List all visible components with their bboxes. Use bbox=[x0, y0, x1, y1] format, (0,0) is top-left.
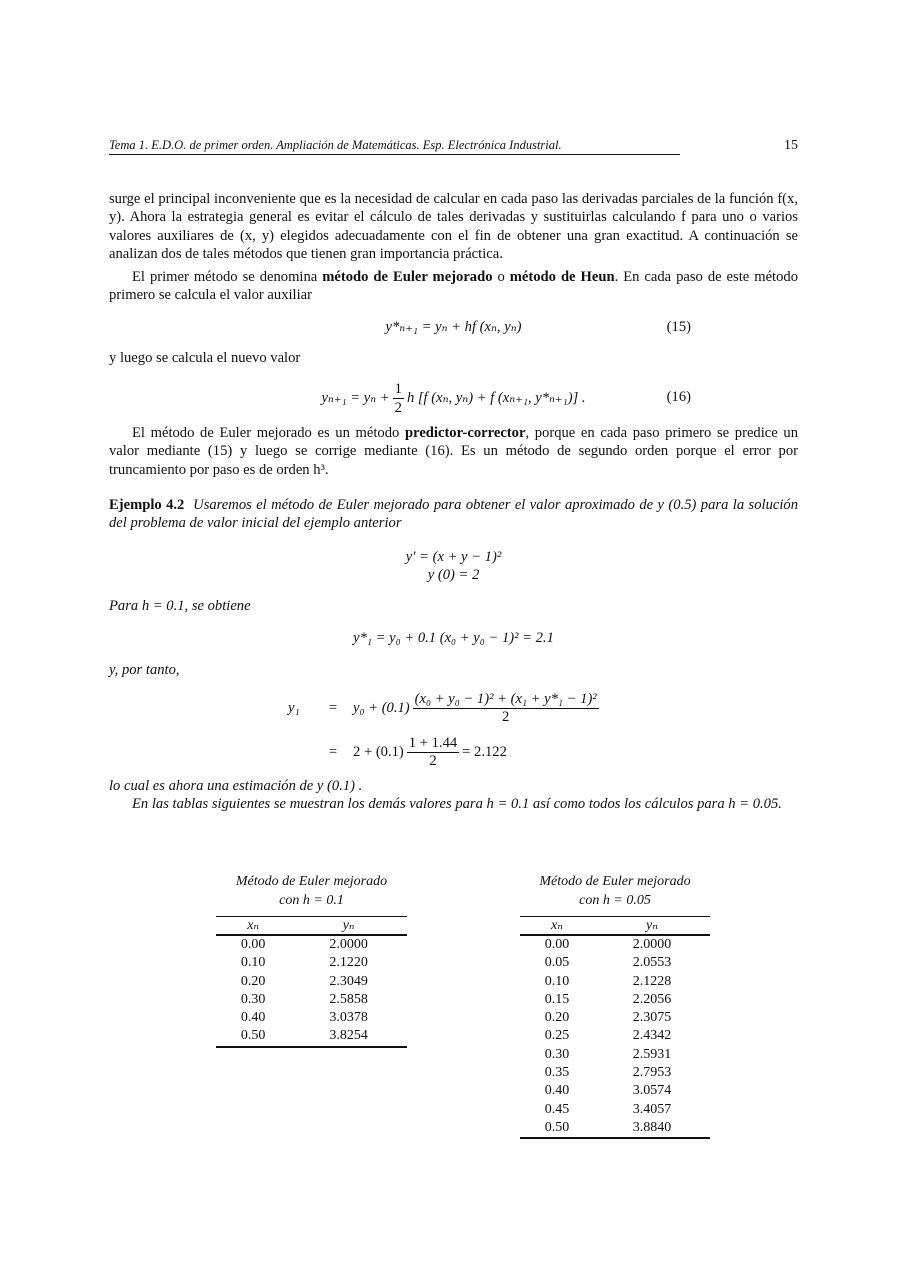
yn-cell: 2.0000 bbox=[632, 937, 672, 952]
tables-intro: En las tablas siguientes se muestran los demás valores para h = 0.1 así como todos los cálculos para h = 0.05. bbox=[132, 796, 782, 812]
example-text: Usaremos el método de Euler mejorado para obtener el valor aproximado de y (0.5) para la solución del problema de valor inicial del ejemplo anterior bbox=[109, 497, 798, 532]
caption: Método de Euler mejorado bbox=[235, 874, 388, 889]
term: 2 + (0.1) bbox=[353, 743, 404, 760]
xn-cell: 0.45 bbox=[544, 1101, 570, 1117]
equals: = bbox=[328, 699, 338, 716]
table-row bbox=[216, 954, 407, 972]
numerator: 1 + 1.44 bbox=[408, 734, 458, 751]
xn-cell: 0.10 bbox=[544, 973, 570, 989]
column-header: xₙ bbox=[520, 917, 594, 936]
text: o bbox=[492, 269, 510, 285]
yn-cell: 3.0574 bbox=[632, 1083, 672, 1099]
xn-cell: 0.30 bbox=[240, 991, 266, 1007]
term: y₀ + (0.1) bbox=[353, 699, 410, 716]
fraction bbox=[413, 691, 599, 726]
table-h-0-1 bbox=[216, 872, 407, 1048]
therefore: y, por tanto, bbox=[109, 662, 180, 678]
table-row bbox=[216, 1009, 407, 1027]
table-row bbox=[520, 1119, 710, 1138]
column-header: yₙ bbox=[594, 917, 710, 936]
yn-cell: 2.4342 bbox=[632, 1028, 672, 1044]
column-header: xₙ bbox=[216, 917, 290, 936]
result: = 2.122 bbox=[462, 743, 507, 760]
xn-cell: 0.00 bbox=[240, 937, 266, 952]
equation-rhs: h [f (xₙ, yₙ) + f (xₙ₊₁, y*ₙ₊₁)] . bbox=[406, 389, 586, 406]
equation-15 bbox=[109, 318, 798, 336]
term-euler-mejorado: método de Euler mejorado bbox=[322, 269, 493, 285]
caption: con h = 0.1 bbox=[279, 893, 344, 908]
yn-cell: 2.1220 bbox=[329, 955, 368, 971]
paragraph-new-value: y luego se calcula el nuevo valor bbox=[109, 350, 301, 366]
xn-cell: 0.10 bbox=[240, 955, 266, 971]
yn-cell: 3.0378 bbox=[329, 1010, 368, 1026]
yn-cell: 2.2056 bbox=[632, 991, 672, 1007]
xn-cell: 0.20 bbox=[544, 1010, 570, 1026]
yn-cell: 2.1228 bbox=[632, 973, 672, 989]
yn-cell: 3.8840 bbox=[594, 1119, 710, 1138]
yn-cell: 2.3075 bbox=[632, 1010, 672, 1026]
equation-number: (15) bbox=[666, 319, 691, 335]
equation-lhs: yₙ₊₁ = yₙ + bbox=[321, 389, 390, 406]
table-row bbox=[520, 1027, 710, 1045]
text: , porque en cada paso primero se predice un valor mediante (15) y luego se corrige mediante (16). Es un método de segundo orden porque el error por truncamiento por paso es de orden h³. bbox=[109, 425, 798, 478]
yn-cell: 3.4057 bbox=[632, 1101, 672, 1117]
text: . En cada paso de este método primero se calcula el valor auxiliar bbox=[109, 269, 798, 304]
table-row bbox=[520, 991, 710, 1009]
xn-cell: 0.40 bbox=[544, 1083, 570, 1099]
table-row bbox=[216, 935, 407, 954]
denominator: 2 bbox=[394, 400, 402, 416]
term-heun: método de Heun bbox=[509, 269, 615, 285]
yn-cell: 2.0000 bbox=[329, 937, 368, 952]
equation-body: y*ₙ₊₁ = yₙ + hf (xₙ, yₙ) bbox=[385, 319, 522, 335]
xn-cell: 0.50 bbox=[520, 1119, 594, 1138]
xn-cell: 0.15 bbox=[544, 991, 570, 1007]
text: El primer método se denomina bbox=[132, 269, 323, 285]
example-label: Ejemplo 4.2 bbox=[109, 497, 185, 513]
denominator: 2 bbox=[429, 752, 437, 769]
text: El método de Euler mejorado es un método bbox=[132, 425, 405, 441]
caption: con h = 0.05 bbox=[579, 893, 651, 908]
yn-cell: 3.8254 bbox=[290, 1027, 407, 1046]
yn-cell: 2.5931 bbox=[632, 1046, 672, 1062]
numerator: (x₀ + y₀ − 1)² + (x₁ + y*₁ − 1)² bbox=[414, 690, 597, 707]
xn-cell: 0.35 bbox=[544, 1065, 570, 1081]
page-number: 15 bbox=[784, 138, 798, 153]
estimate-text: lo cual es ahora una estimación de y (0.1) . bbox=[109, 778, 363, 794]
xn-cell: 0.30 bbox=[544, 1046, 570, 1062]
xn-cell: 0.40 bbox=[240, 1010, 266, 1026]
paragraph-intro: surge el principal inconveniente que es la necesidad de calcular en cada paso las derivadas parciales de la función f(x, y). Ahora la estrategia general es evitar el cálculo de tales derivadas y sustituirlas calculando f para uno o varios valores auxiliares de (x, y) elegidos adecuadamente con el fin de obtener una gran exactitud. A continuación se analizan dos de tales métodos que tienen gran importancia práctica. bbox=[109, 191, 798, 263]
xn-cell: 0.20 bbox=[240, 973, 266, 989]
xn-cell: 0.05 bbox=[544, 955, 570, 971]
ode: y′ = (x + y − 1)² bbox=[405, 549, 502, 565]
table-h-0-05 bbox=[520, 872, 710, 1139]
table-row bbox=[520, 1082, 710, 1100]
table-row bbox=[216, 973, 407, 991]
yn-cell: 2.5858 bbox=[329, 991, 368, 1007]
paragraph-heun bbox=[109, 268, 798, 305]
xn-cell: 0.00 bbox=[544, 937, 570, 952]
equation-predictor: y*₁ = y₀ + 0.1 (x₀ + y₀ − 1)² = 2.1 bbox=[353, 630, 554, 646]
table-row bbox=[520, 1046, 710, 1064]
equals: = bbox=[328, 743, 338, 760]
term-predictor-corrector: predictor-corrector bbox=[404, 425, 526, 441]
column-header: yₙ bbox=[290, 917, 407, 936]
table-row bbox=[520, 1009, 710, 1027]
para-h: Para h = 0.1, se obtiene bbox=[109, 598, 251, 614]
example-statement bbox=[109, 496, 798, 533]
table-row bbox=[216, 991, 407, 1009]
table-row bbox=[520, 954, 710, 972]
yn-cell: 2.7953 bbox=[632, 1065, 672, 1081]
table-row bbox=[216, 1027, 407, 1046]
paragraph-predictor bbox=[109, 424, 798, 479]
equation-number: (16) bbox=[666, 389, 691, 405]
caption: Método de Euler mejorado bbox=[539, 874, 691, 889]
equation-16 bbox=[109, 380, 798, 417]
denominator: 2 bbox=[502, 708, 510, 725]
running-header: Tema 1. E.D.O. de primer orden. Ampliación de Matemáticas. Esp. Electrónica Industrial. bbox=[109, 138, 680, 155]
xn-cell: 0.25 bbox=[544, 1028, 570, 1044]
equation-y1 bbox=[288, 688, 602, 772]
fraction bbox=[393, 380, 404, 417]
initial-condition: y (0) = 2 bbox=[427, 567, 480, 583]
yn-cell: 2.0553 bbox=[632, 955, 672, 971]
table-row bbox=[520, 1064, 710, 1082]
table-row bbox=[520, 1101, 710, 1119]
xn-cell: 0.50 bbox=[216, 1027, 290, 1046]
numerator: 1 bbox=[394, 381, 402, 397]
table-row bbox=[520, 973, 710, 991]
fraction bbox=[407, 735, 459, 770]
table-row bbox=[520, 935, 710, 954]
yn-cell: 2.3049 bbox=[329, 973, 368, 989]
lhs: y₁ bbox=[288, 699, 300, 716]
